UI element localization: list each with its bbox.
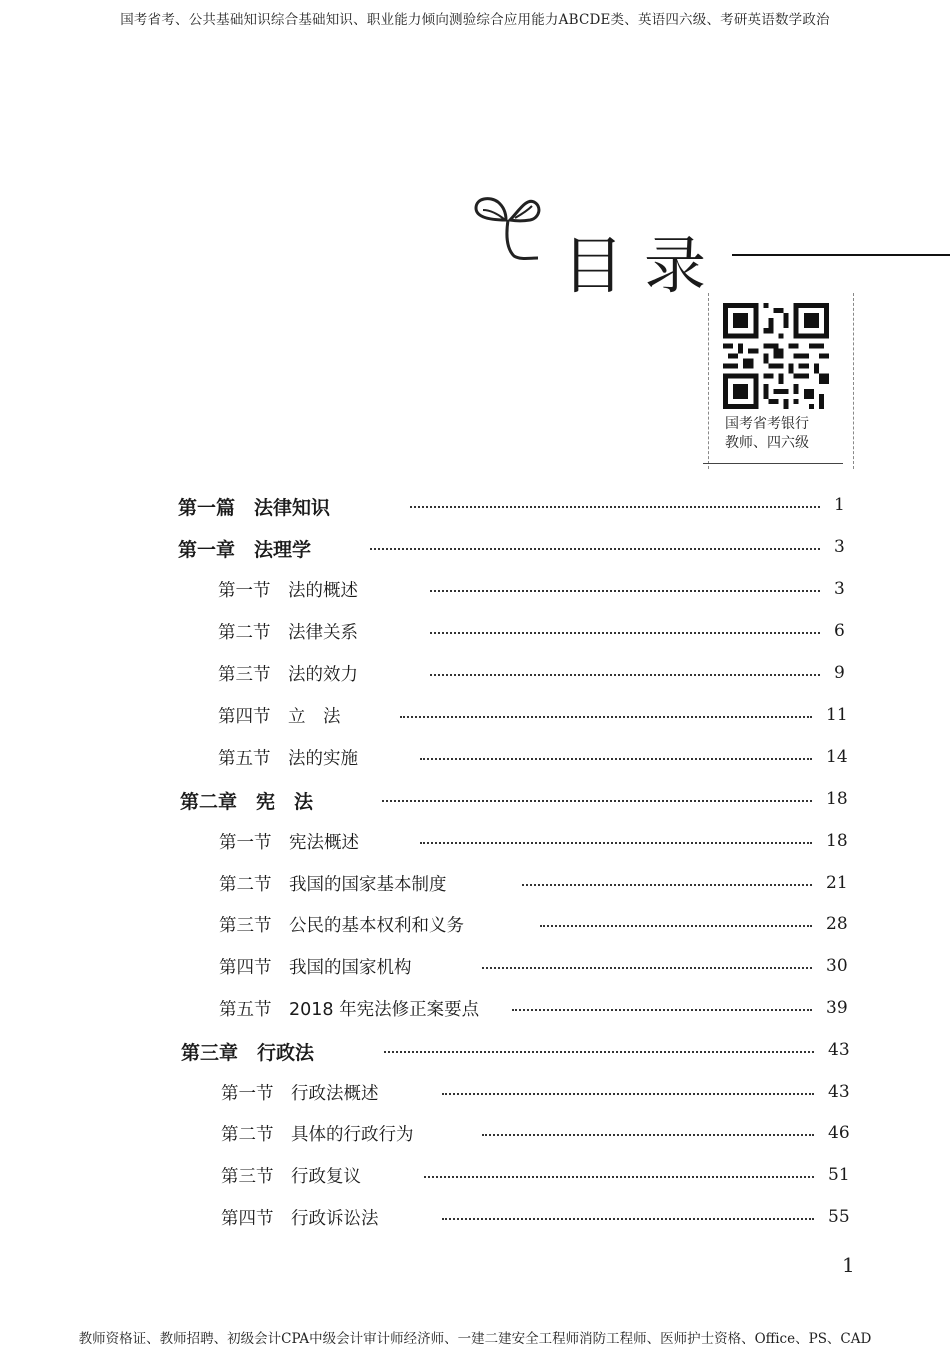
toc-leader-dots: [420, 758, 812, 760]
toc-leader-dots: [512, 1009, 812, 1011]
toc-section-row[interactable]: [0, 869, 950, 899]
toc-entry-label: 第三节 法的效力: [218, 665, 358, 685]
toc-page-number: 43: [828, 1040, 850, 1060]
toc-entry-label: 第二节 法律关系: [218, 623, 358, 643]
toc-leader-dots: [482, 1134, 814, 1136]
qr-caption-line: 国考省考银行: [725, 416, 809, 432]
toc-page-number: 28: [826, 914, 848, 934]
toc-heading-row[interactable]: [0, 1036, 950, 1066]
toc-leader-dots: [424, 1176, 814, 1178]
toc-section-row[interactable]: [0, 575, 950, 605]
toc-page-number: 3: [834, 579, 845, 599]
toc-page-number: 6: [834, 621, 845, 641]
toc-section-row[interactable]: [0, 1119, 950, 1149]
toc-section-row[interactable]: [0, 1203, 950, 1233]
toc-page-number: 18: [826, 789, 848, 809]
qr-caption-line: 教师、四六级: [725, 435, 809, 451]
toc-page-number: 9: [834, 663, 845, 683]
toc-leader-dots: [370, 548, 820, 550]
toc-entry-label: 第四节 立 法: [218, 707, 341, 727]
toc-leader-dots: [384, 1051, 814, 1053]
toc-page-number: 11: [826, 705, 848, 725]
toc-leader-dots: [540, 925, 812, 927]
toc-section-row[interactable]: [0, 617, 950, 647]
page-number: 1: [842, 1253, 855, 1277]
toc-entry-label: 第三节 公民的基本权利和义务: [219, 916, 464, 936]
toc-entry-label: 第三节 行政复议: [221, 1167, 361, 1187]
toc-entry-label: 第一节 宪法概述: [219, 833, 359, 853]
toc-leader-dots: [382, 800, 812, 802]
header-banner-text: 国考省考、公共基础知识综合基础知识、职业能力倾向测验综合应用能力ABCDE类、英语四六级、考研英语数学政治: [120, 12, 830, 28]
toc-section-row[interactable]: [0, 659, 950, 689]
toc-entry-label: 第一篇 法律知识: [178, 497, 331, 519]
toc-section-row[interactable]: [0, 1078, 950, 1108]
toc-leader-dots: [430, 632, 820, 634]
toc-leader-dots: [482, 967, 812, 969]
toc-page-number: 1: [834, 495, 845, 515]
toc-page-number: 30: [826, 956, 848, 976]
toc-leader-dots: [400, 716, 812, 718]
toc-entry-label: 第四节 行政诉讼法: [221, 1209, 379, 1229]
toc-section-row[interactable]: [0, 743, 950, 773]
toc-page-number: 39: [826, 998, 848, 1018]
toc-page-number: 21: [826, 873, 848, 893]
toc-entry-label: 第四节 我国的国家机构: [219, 958, 412, 978]
toc-page-number: 46: [828, 1123, 850, 1143]
toc-page-number: 14: [826, 747, 848, 767]
toc-entry-label: 第三章 行政法: [181, 1042, 315, 1064]
toc-entry-label: 第一章 法理学: [178, 539, 312, 561]
page-title: 目录: [562, 229, 727, 302]
toc-leader-dots: [522, 884, 812, 886]
toc-page-number: 55: [828, 1207, 850, 1227]
toc-entry-label: 第二节 我国的国家基本制度: [219, 875, 447, 895]
toc-section-row[interactable]: [0, 701, 950, 731]
toc-entry-label: 第五节 法的实施: [218, 749, 358, 769]
toc-entry-label: 第二章 宪 法: [180, 791, 314, 813]
toc-leader-dots: [442, 1218, 814, 1220]
toc-leader-dots: [430, 590, 820, 592]
toc-section-row[interactable]: [0, 827, 950, 857]
toc-leader-dots: [410, 506, 820, 508]
toc-page-number: 43: [828, 1082, 850, 1102]
toc-heading-row[interactable]: [0, 533, 950, 563]
toc-entry-label: 第一节 法的概述: [218, 581, 358, 601]
toc-heading-row[interactable]: [0, 491, 950, 521]
toc-leader-dots: [442, 1093, 814, 1095]
toc-page-number: 3: [834, 537, 845, 557]
toc-leader-dots: [420, 842, 812, 844]
toc-page-number: 18: [826, 831, 848, 851]
footer-banner-text: 教师资格证、教师招聘、初级会计CPA中级会计审计师经济师、一建二建安全工程师消防工程师、医师护士资格、Office、PS、CAD: [78, 1331, 872, 1347]
toc-leader-dots: [430, 674, 820, 676]
toc-page-number: 51: [828, 1165, 850, 1185]
toc-section-row[interactable]: [0, 952, 950, 982]
toc-section-row[interactable]: [0, 994, 950, 1024]
toc-entry-label: 第一节 行政法概述: [221, 1084, 379, 1104]
toc-entry-label: 第二节 具体的行政行为: [221, 1125, 414, 1145]
toc-entry-label: 第五节 2018 年宪法修正案要点: [219, 1000, 480, 1020]
toc-section-row[interactable]: [0, 1161, 950, 1191]
toc-heading-row[interactable]: [0, 785, 950, 815]
toc-section-row[interactable]: [0, 910, 950, 940]
